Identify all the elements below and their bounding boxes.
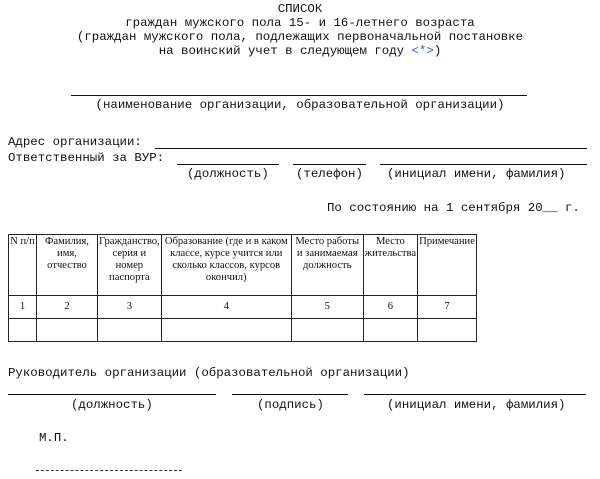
- table-cell: [363, 319, 417, 342]
- header-citizenship-passport: Гражданство, серия и номер паспорта: [98, 235, 162, 296]
- head-position-line: [8, 394, 216, 395]
- footnote-link[interactable]: <*>: [411, 44, 434, 58]
- head-position-caption: (должность): [71, 398, 153, 412]
- org-name-line: [71, 95, 527, 96]
- footnote-separator: [36, 470, 182, 471]
- table-header-row: [9, 235, 477, 296]
- header-education: Образование (где и в каком классе, курсе учится или сколько классов, курсов окончил): [161, 235, 291, 296]
- head-name-caption: (инициал имени, фамилия): [387, 398, 566, 412]
- header-workplace: Место работы и занимаемая должность: [291, 235, 363, 296]
- table-row: [9, 296, 477, 319]
- table-cell: 1: [9, 296, 37, 319]
- title-line-3: [0, 44, 600, 58]
- responsible-position-caption: (должность): [187, 167, 269, 181]
- title-line-3-text: на воинский учет в следующем году: [158, 44, 412, 58]
- header-residence: Место жительства: [363, 235, 417, 296]
- table-cell: 6: [363, 296, 417, 319]
- responsible-name-line: [380, 164, 587, 165]
- responsible-phone-caption: (телефон): [296, 167, 363, 181]
- responsible-label: Ответственный за ВУР:: [8, 151, 165, 165]
- table-cell: [98, 319, 162, 342]
- org-name-caption: (наименование организации, образовательной организации): [95, 98, 505, 112]
- table-cell: [9, 319, 37, 342]
- address-line: [155, 148, 587, 149]
- table-cell: [418, 319, 477, 342]
- table-cell: 2: [37, 296, 98, 319]
- table-cell: 7: [418, 296, 477, 319]
- stamp-label: М.П.: [39, 431, 69, 445]
- address-label: Адрес организации:: [8, 135, 142, 149]
- head-name-line: [364, 394, 586, 395]
- title-line-1: граждан мужского пола 15- и 16-летнего возраста: [125, 16, 475, 30]
- responsible-name-caption: (инициал имени, фамилия): [387, 167, 566, 181]
- table-row: [9, 319, 477, 342]
- header-number: N п/п: [9, 235, 37, 296]
- table-cell: [291, 319, 363, 342]
- table-cell: [161, 319, 291, 342]
- head-signature-line: [232, 394, 348, 395]
- head-signature-caption: (подпись): [257, 398, 324, 412]
- title-line-2: (граждан мужского пола, подлежащих первоначальной постановке: [76, 30, 524, 44]
- table-cell: 4: [161, 296, 291, 319]
- table-cell: [37, 319, 98, 342]
- header-note: Примечание: [418, 235, 477, 296]
- as-of-date: По состоянию на 1 сентября 20__ г.: [327, 201, 580, 215]
- head-label: Руководитель организации (образовательной организации): [8, 366, 410, 380]
- responsible-position-line: [177, 164, 279, 165]
- table-cell: 3: [98, 296, 162, 319]
- title-line-3-end: ): [433, 44, 442, 58]
- table-cell: 5: [291, 296, 363, 319]
- responsible-phone-line: [293, 164, 366, 165]
- header-full-name: Фамилия, имя, отчество: [37, 235, 98, 296]
- registry-table: [8, 234, 477, 342]
- document-title: СПИСОК: [277, 2, 323, 16]
